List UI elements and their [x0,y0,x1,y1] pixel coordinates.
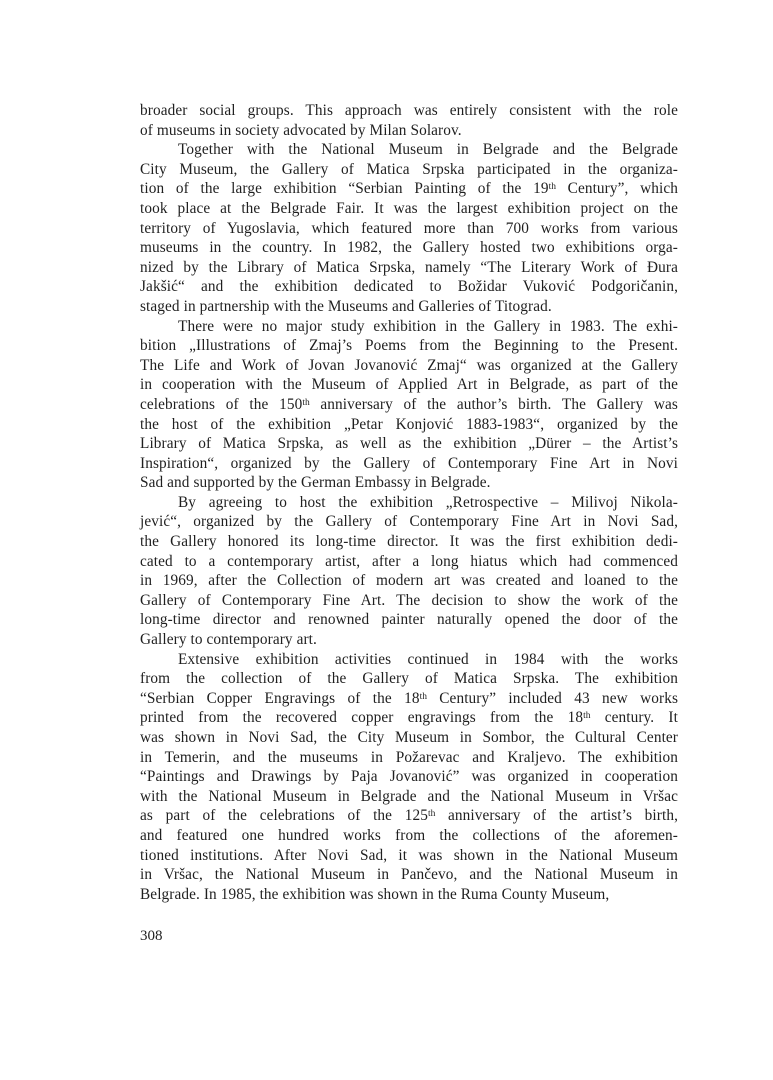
text-line [140,669,678,689]
text-line [140,238,678,258]
text-segment: The Life and Work of Jovan Jovanović Zmaj“ was organized at the Gallery [140,356,678,374]
text-line [140,767,678,787]
text-line [140,826,678,846]
text-segment: Together with the National Museum in Belgrade and the Belgrade [178,141,678,159]
paragraph [140,101,678,140]
text-line [140,885,678,905]
text-segment: nized by the Library of Matica Srpska, namely “The Literary Work of Đura [140,258,678,276]
text-line [140,650,678,670]
text-line [140,865,678,885]
text-segment: By agreeing to host the exhibition „Retrospective – Milivoj Nikola- [178,493,678,511]
text-segment: tion of the large exhibition “Serbian Painting of the 19 [140,180,549,198]
text-segment: Century” included 43 new works [426,689,678,707]
text-segment: with the National Museum in Belgrade and the National Museum in Vršac [140,787,678,805]
text-segment: Sad and supported by the German Embassy in Belgrade. [140,474,491,492]
text-line [140,552,678,572]
text-segment: anniversary of the author’s birth. The Gallery was [309,395,678,413]
text-segment: from the collection of the Gallery of Matica Srpska. The exhibition [140,670,678,688]
text-line [140,121,678,141]
text-line [140,493,678,513]
text-segment: and featured one hundred works from the collections of the aforemen- [140,826,678,844]
text-segment: Inspiration“, organized by the Gallery of Contemporary Fine Art in Novi [140,454,678,472]
text-segment: staged in partnership with the Museums and Galleries of Titograd. [140,297,552,315]
text-segment: celebrations of the 150 [140,395,303,413]
text-segment: Jakšić“ and the exhibition dedicated to Božidar Vuković Podgoričanin, [140,278,678,296]
text-line [140,356,678,376]
text-line [140,101,678,121]
text-segment: bition „Illustrations of Zmaj’s Poems from the Beginning to the Present. [140,337,678,355]
text-segment: Belgrade. In 1985, the exhibition was shown in the Ruma County Museum, [140,885,610,903]
text-segment: There were no major study exhibition in the Gallery in 1983. The exhi- [178,317,678,335]
text-segment: Gallery of Contemporary Fine Art. The decision to show the work of the [140,591,678,609]
text-line [140,297,678,317]
text-line [140,591,678,611]
text-line [140,336,678,356]
text-line [140,179,678,199]
text-line [140,473,678,493]
text-segment: Gallery to contemporary art. [140,631,317,649]
text-segment: took place at the Belgrade Fair. It was the largest exhibition project on the [140,199,678,217]
page-number: 308 [140,928,163,944]
text-segment: Extensive exhibition activities continued in 1984 with the works [178,650,678,668]
page-text [140,101,678,904]
text-segment: “Paintings and Drawings by Paja Jovanović” was organized in cooperation [140,768,678,786]
text-line [140,434,678,454]
paragraph [140,317,678,493]
text-segment: century. It [590,709,678,727]
text-segment: museums in the country. In 1982, the Gallery hosted two exhibitions orga- [140,239,678,257]
superscript-ordinal: th [302,397,310,408]
text-line [140,277,678,297]
paragraph [140,650,678,905]
text-line [140,806,678,826]
superscript-ordinal: th [583,711,591,722]
text-segment: in Vršac, the National Museum in Pančevo, and the National Museum in [140,866,678,884]
text-segment: as part of the celebrations of the 125 [140,807,428,825]
text-line [140,748,678,768]
text-segment: long-time director and renowned painter naturally opened the door of the [140,611,678,629]
text-segment: Century”, which [555,180,679,198]
text-line [140,532,678,552]
text-segment: of museums in society advocated by Milan Solarov. [140,121,462,139]
superscript-ordinal: th [428,809,436,820]
text-line [140,708,678,728]
text-segment: the Gallery honored its long-time director. It was the first exhibition dedi- [140,533,678,551]
text-segment: “Serbian Copper Engravings of the 18 [140,689,420,707]
text-line [140,689,678,709]
text-line [140,415,678,435]
text-line [140,512,678,532]
text-line [140,160,678,180]
text-line [140,317,678,337]
text-segment: tioned institutions. After Novi Sad, it was shown in the National Museum [140,846,678,864]
text-line [140,787,678,807]
text-line [140,728,678,748]
text-segment: was shown in Novi Sad, the City Museum in Sombor, the Cultural Center [140,729,678,746]
text-line [140,140,678,160]
text-line [140,610,678,630]
text-segment: in 1969, after the Collection of modern art was created and loaned to the [140,572,678,590]
text-line [140,199,678,219]
text-line [140,571,678,591]
text-segment: cated to a contemporary artist, after a long hiatus which had commenced [140,552,678,570]
text-line [140,258,678,278]
text-line [140,846,678,866]
text-line [140,454,678,474]
text-line [140,395,678,415]
paragraph [140,493,678,650]
text-segment: anniversary of the artist’s birth, [435,807,678,825]
text-segment: broader social groups. This approach was entirely consistent with the role [140,102,678,119]
text-segment: printed from the recovered copper engravings from the 18 [140,709,584,727]
text-segment: territory of Yugoslavia, which featured more than 700 works from various [140,219,678,237]
text-segment: the host of the exhibition „Petar Konjović 1883-1983“, organized by the [140,415,678,433]
text-segment: Library of Matica Srpska, as well as the exhibition „Dürer – the Artist’s [140,435,678,453]
superscript-ordinal: th [419,691,427,702]
text-segment: in cooperation with the Museum of Applied Art in Belgrade, as part of the [140,376,678,394]
text-segment: jević“, organized by the Gallery of Contemporary Fine Art in Novi Sad, [140,513,678,531]
superscript-ordinal: th [548,182,556,193]
paragraph [140,140,678,316]
text-line [140,630,678,650]
text-segment: in Temerin, and the museums in Požarevac and Kraljevo. The exhibition [140,748,678,766]
text-segment: City Museum, the Gallery of Matica Srpska participated in the organiza- [140,160,678,178]
text-line [140,219,678,239]
text-line [140,375,678,395]
